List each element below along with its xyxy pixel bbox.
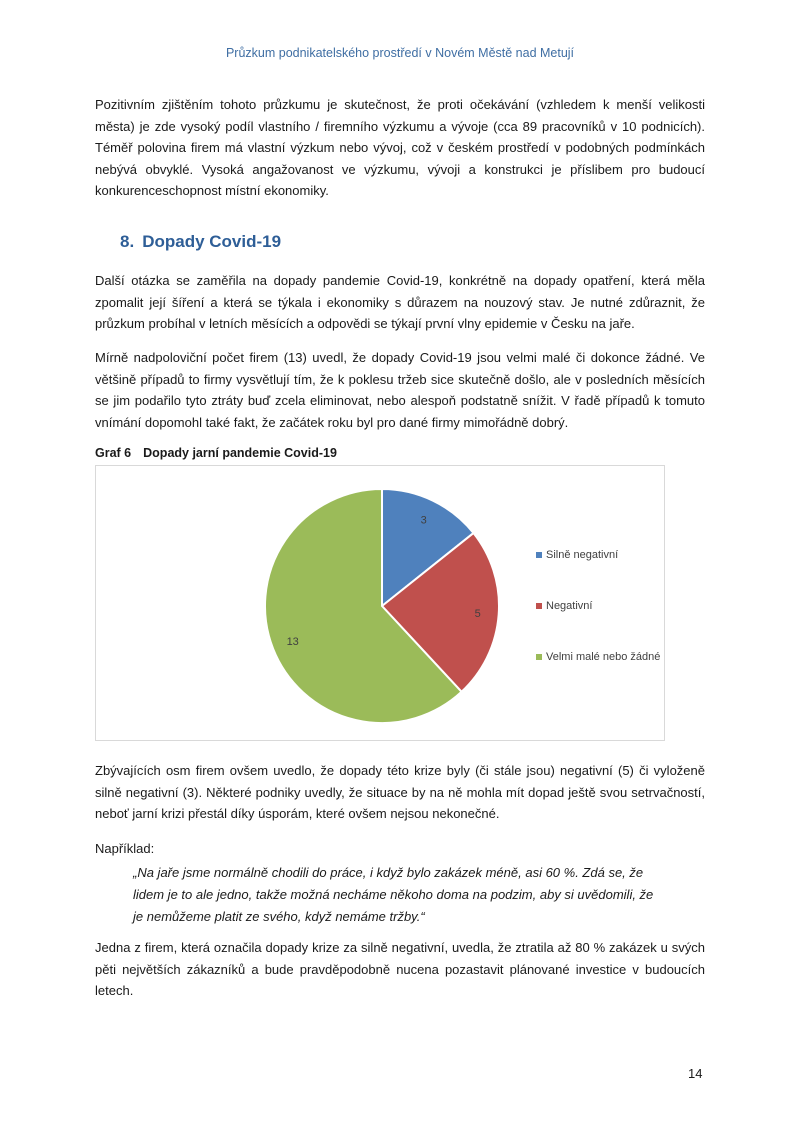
quote-line-2: lidem je to ale jedno, takže možná necháme někoho doma na podzim, aby si uvědomili, že [133,887,654,902]
paragraph-1: Další otázka se zaměřila na dopady pandemie Covid-19, konkrétně na dopady opatření, která měla zpomalit její šíření a která se týkala i ekonomiky s důrazem na nouzový stav. Je nutné zdůraznit, že průzkum probíhal v letních měsících a odpovědi se týkají první vlny epidemie v Česku na jaře. [95,273,705,331]
paragraph-2: Mírně nadpoloviční počet firem (13) uvedl, že dopady Covid-19 jsou velmi malé či dokonce žádné. Ve většině případů to firmy vysvětlují tím, že k poklesu tržeb sice skutečně došlo, ale v posledních měsících se jim podařilo tyto ztráty buď zcela eliminovat, nebo alespoň podstatně snížit. V řadě případů k tomuto vnímání dopomohl také fakt, že začátek roku byl pro dané firmy mimořádně dobrý. [95,350,705,430]
pie-chart [95,465,665,741]
figure-caption [95,446,337,460]
legend-swatch-negative [536,603,542,609]
pie-data-label-negative: 5 [474,608,481,621]
paragraph-3: Zbývajících osm firem ovšem uvedlo, že dopady této krize byly (či stále jsou) negativní (5) či vyloženě silně negativní (3). Některé podniky uvedly, že situace by na ně mohla mít dopad ještě svou setrvačností, neboť jarní krizi přestál díky úsporám, které ovšem nejsou nekonečné. [95,763,705,821]
paragraph-4: Jedna z firem, která označila dopady krize za silně negativní, uvedla, že ztratila až 80 % zakázek u svých pěti největších zákazníků a bude pravděpodobně nucena pozastavit plánované investice v budoucích letech. [95,940,705,998]
page-number: 14 [688,1066,703,1081]
legend-label-minimal-or-none: Velmi malé nebo žádné [546,651,661,663]
quote-line-3: je nemůžeme platit ze svého, když nemáme tržby.“ [133,909,425,924]
intro-paragraph: Pozitivním zjištěním tohoto průzkumu je skutečnost, že proti očekávání (vzhledem k menší velikosti města) je zde vysoký podíl vlastního / firemního výzkumu a vývoje (cca 89 pracovníků v 10 podnicích). Téměř polovina firem má vlastní výzkum nebo vývoj, což v českém prostředí v podobných podmínkách nebývá obvyklé. Vysoká angažovanost ve výzkumu, vývoji a konstrukci je příslibem pro budoucí konkurenceschopnost místní ekonomiky. [95,97,705,198]
section-heading [120,232,281,252]
pie-data-label-minimal-or-none: 13 [286,636,299,649]
quote-line-1: „Na jaře jsme normálně chodili do práce, i když bylo zakázek méně, asi 60 %. Zdá se, že [133,865,644,880]
pie-data-label-strongly-negative: 3 [420,514,427,527]
pie-chart-svg [96,466,666,742]
section-title: Dopady Covid-19 [142,232,282,251]
running-header: Průzkum podnikatelského prostředí v Novém Městě nad Metují [225,46,575,60]
legend-label-strongly-negative: Silně negativní [546,549,619,561]
legend-label-negative: Negativní [546,600,593,612]
figure-label: Graf 6 [95,446,132,460]
section-number: 8. [120,232,135,251]
legend-swatch-minimal-or-none [536,654,542,660]
example-intro: Například: [95,841,155,856]
legend-swatch-strongly-negative [536,552,542,558]
figure-title: Dopady jarní pandemie Covid-19 [143,446,337,460]
